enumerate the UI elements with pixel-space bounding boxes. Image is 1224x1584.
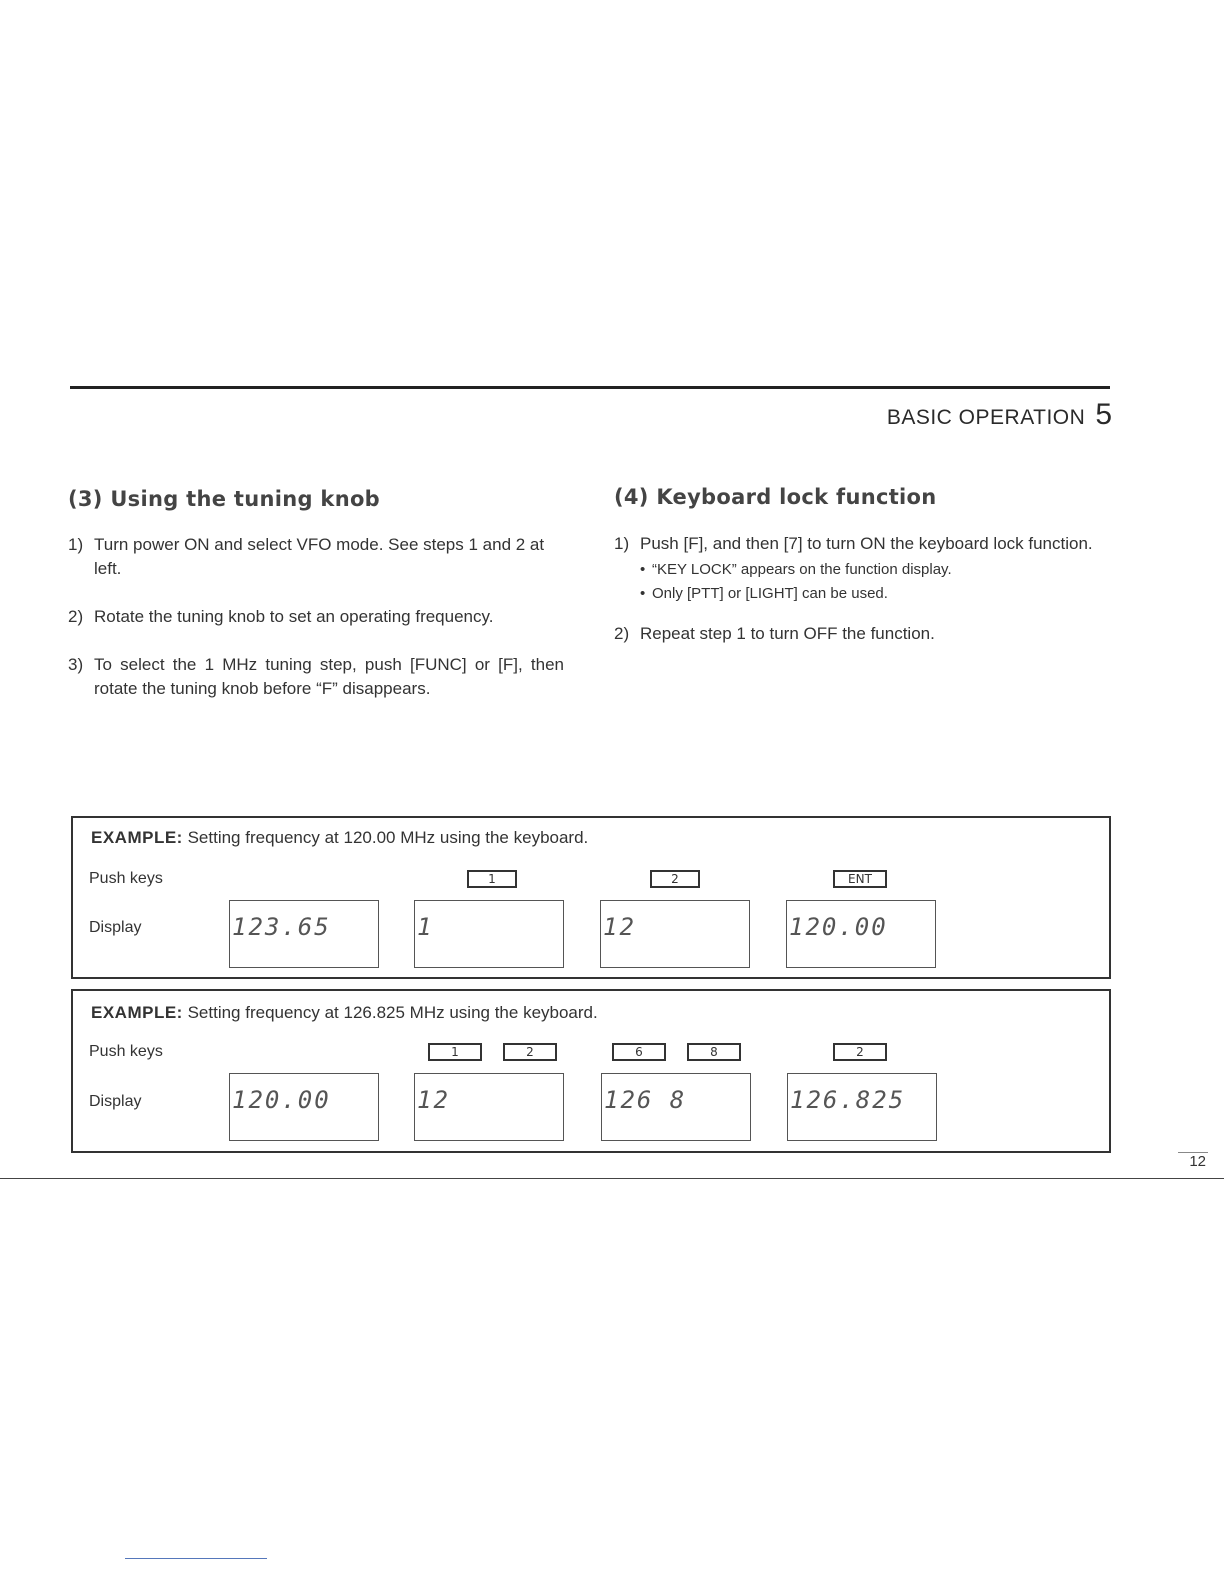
right-step-2	[614, 622, 1112, 646]
push-keys-label: Push keys	[89, 870, 163, 887]
left-section-title: (3) Using the tuning knob	[68, 487, 381, 511]
lcd-value: 120.00	[789, 913, 888, 941]
left-step-2	[68, 605, 564, 629]
bottom-rule	[0, 1178, 1224, 1179]
step-number: 1)	[68, 535, 84, 554]
step-text: To select the 1 MHz tuning step, push [FUNC] or [F], then rotate the tuning knob before “F” disappears.	[94, 655, 564, 698]
lcd-value: 12	[603, 913, 636, 941]
lcd-value: 120.00	[232, 1086, 331, 1114]
chapter-header	[887, 398, 1112, 432]
key-8: 8	[687, 1043, 741, 1061]
step-number: 2)	[614, 624, 630, 643]
step-text: Turn power ON and select VFO mode. See steps 1 and 2 at left.	[94, 535, 545, 578]
note-key-lock	[640, 560, 1112, 580]
lcd-display	[600, 900, 750, 968]
step-number: 1)	[614, 534, 630, 553]
example-tag: EXAMPLE:	[91, 1003, 183, 1022]
lcd-value: 1	[417, 913, 434, 941]
lcd-value: 12	[417, 1086, 450, 1114]
lcd-display	[229, 1073, 379, 1141]
example-text: Setting frequency at 120.00 MHz using the keyboard.	[187, 828, 589, 847]
note-text: Only [PTT] or [LIGHT] can be used.	[652, 585, 888, 602]
key-2: 2	[833, 1043, 887, 1061]
step-number: 2)	[68, 607, 84, 626]
chapter-number: 5	[1095, 398, 1112, 431]
left-step-1	[68, 533, 564, 581]
key-6: 6	[612, 1043, 666, 1061]
lcd-value: 126.825	[790, 1086, 906, 1114]
step-text: Rotate the tuning knob to set an operating frequency.	[94, 607, 494, 626]
key-ent: ENT	[833, 870, 887, 888]
example-text: Setting frequency at 126.825 MHz using the keyboard.	[187, 1003, 598, 1022]
lcd-display	[414, 1073, 564, 1141]
page-number: 12	[1189, 1153, 1206, 1170]
example-box-1	[71, 816, 1111, 979]
push-keys-label: Push keys	[89, 1043, 163, 1060]
example-tag: EXAMPLE:	[91, 828, 183, 847]
lcd-display	[787, 1073, 937, 1141]
right-step-1	[614, 532, 1112, 604]
lcd-value: 126 8	[604, 1086, 687, 1114]
lcd-display	[414, 900, 564, 968]
top-rule	[70, 386, 1110, 389]
bullet-icon: •	[640, 561, 646, 578]
key-1: 1	[467, 870, 517, 888]
key-1: 1	[428, 1043, 482, 1061]
lcd-display	[229, 900, 379, 968]
left-step-3	[68, 653, 564, 701]
display-label: Display	[89, 1093, 142, 1110]
step-number: 3)	[68, 655, 84, 674]
lcd-display	[786, 900, 936, 968]
bullet-icon: •	[640, 585, 646, 602]
section-name: BASIC OPERATION	[886, 406, 1086, 429]
scan-artifact-line	[125, 1558, 267, 1559]
right-steps	[614, 532, 1112, 670]
key-2: 2	[503, 1043, 557, 1061]
lcd-display	[601, 1073, 751, 1141]
note-text: “KEY LOCK” appears on the function display.	[652, 561, 952, 578]
note-usable-keys	[640, 584, 1112, 604]
display-label: Display	[89, 919, 142, 936]
lcd-value: 123.65	[232, 913, 331, 941]
step-text: Push [F], and then [7] to turn ON the keyboard lock function.	[640, 534, 1093, 553]
step-text: Repeat step 1 to turn OFF the function.	[640, 624, 935, 643]
example-title	[91, 1003, 598, 1023]
example-title	[91, 828, 588, 848]
right-section-title: (4) Keyboard lock function	[614, 485, 937, 509]
key-2: 2	[650, 870, 700, 888]
example-box-2	[71, 989, 1111, 1153]
left-steps	[68, 533, 564, 725]
